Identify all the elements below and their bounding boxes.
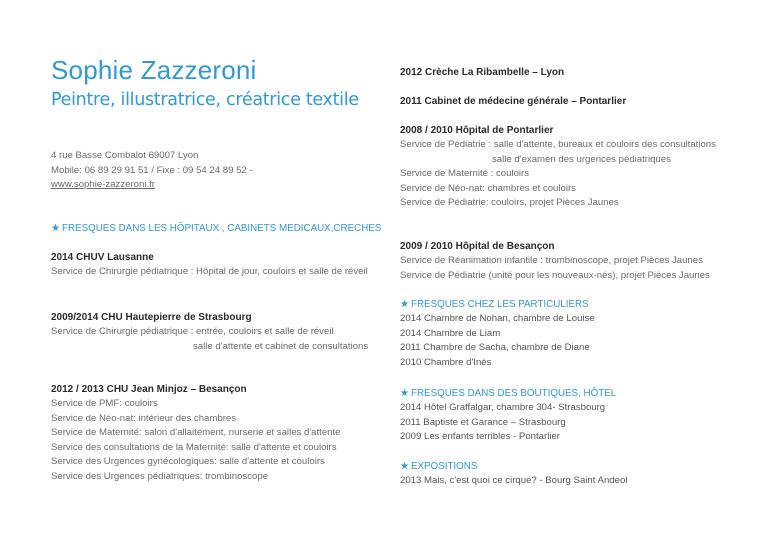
entry-besancon bbox=[400, 240, 710, 283]
website-link[interactable]: www.sophie-zazzeroni.fr bbox=[51, 179, 155, 191]
section-particuliers-title: ★ FRESQUES CHEZ LES PARTICULIERS bbox=[400, 299, 589, 310]
list-item: 2014 Chambre de Nohan, chambre de Louise bbox=[400, 313, 595, 324]
entry-title: 2014 CHUV Lausanne bbox=[51, 252, 154, 263]
contact-address: 4 rue Basse Combalot 69007 Lyon bbox=[51, 150, 199, 161]
entry-ribambelle-title: 2012 Crèche La Ribambelle – Lyon bbox=[400, 67, 565, 78]
entry-line: salle d'attente et cabinet de consultations bbox=[193, 340, 369, 352]
section-particuliers bbox=[400, 298, 595, 370]
entry-minjoz bbox=[51, 383, 341, 485]
list-item: 2013 Mais, c'est quoi ce cirque? - Bourg Saint Andeol bbox=[400, 475, 628, 486]
list-item: 2011 Baptiste et Garance – Strasbourg bbox=[400, 416, 566, 428]
entry-line: Service de PMF: couloirs bbox=[51, 398, 158, 409]
entry-line: Service de Pédiatrie: couloirs, projet Pièces Jaunes bbox=[400, 197, 619, 209]
entry-chuv bbox=[51, 251, 368, 280]
entry-line: Service de Néo-nat: intérieur des chambres bbox=[51, 412, 237, 424]
entry-line: Service de Chirurgie pédiatrique : entrée, couloirs et salle de réveil bbox=[51, 326, 334, 337]
entry-hautepierre bbox=[51, 311, 368, 354]
list-item: 2014 Chambre de Liam bbox=[400, 327, 501, 339]
entry-line: Service de Pédiatrie (unité pour les nouveaux-nés), projet Pièces Jaunes bbox=[400, 269, 710, 281]
section-hospitals-label: FRESQUES DANS LES HÔPITAUX , CABINETS MEDICAUX,CRECHES bbox=[61, 223, 382, 234]
entry-line: Service de Maternité: salon d'allaitement, nurserie et salles d'attente bbox=[51, 427, 341, 439]
entry-title: 2009/2014 CHU Hautepierre de Strasbourg bbox=[51, 312, 252, 323]
section-boutiques bbox=[400, 387, 616, 445]
page-subtitle: Peintre, illustratrice, créatrice textile bbox=[51, 90, 359, 110]
section-expositions-title: ★ EXPOSITIONS bbox=[400, 461, 478, 472]
section-boutiques-title: ★ FRESQUES DANS DES BOUTIQUES, HÔTEL bbox=[400, 388, 617, 399]
entry-line: salle d'examen des urgences pédiatriques bbox=[492, 153, 671, 165]
section-hospitals-title bbox=[51, 222, 381, 236]
page-title: Sophie Zazzeroni bbox=[51, 55, 257, 85]
list-item: 2010 Chambre d'Inès bbox=[400, 356, 492, 368]
entry-line: Service des Urgences gynécologiques: salle d'attente et couloirs bbox=[51, 456, 325, 468]
entry-pontarlier bbox=[400, 124, 716, 211]
entry-line: Service de Maternité : couloirs bbox=[400, 168, 530, 180]
list-item: 2011 Chambre de Sacha, chambre de Diane bbox=[400, 342, 590, 354]
section-expositions bbox=[400, 460, 627, 489]
entry-line: Service de Néo-nat: chambres et couloirs bbox=[400, 182, 576, 194]
entry-title: 2008 / 2010 Hôpital de Pontarlier bbox=[400, 125, 554, 136]
entry-line: Service de Chirurgie pédiatrique : Hôpital de jour, couloirs et salle de réveil bbox=[51, 266, 368, 277]
entry-line: Service de Réanimation infantile : trombinoscope, projet Pièces Jaunes bbox=[400, 255, 703, 266]
entry-line: Service de Pédiatrie : salle d'attente, bureaux et couloirs des consultations bbox=[400, 139, 716, 150]
entry-cabinet-title: 2011 Cabinet de médecine générale – Pontarlier bbox=[400, 96, 627, 107]
entry-line: Service des Urgences pédiatriques: trombinoscope bbox=[51, 470, 269, 482]
star-icon: ★ bbox=[400, 388, 409, 399]
entry-title: 2012 / 2013 CHU Jean Minjoz – Besançon bbox=[51, 384, 247, 395]
entry-line: Service des consultations de la Maternité: salle d'attente et couloirs bbox=[51, 441, 337, 453]
star-icon: ★ bbox=[400, 299, 409, 310]
entry-title: 2009 / 2010 Hôpital de Besançon bbox=[400, 241, 555, 252]
list-item: 2014 Hôtel Graffalgar, chambre 304- Strasbourg bbox=[400, 402, 606, 413]
contact-phones: Mobile: 06 89 29 91 51 / Fixe : 09 54 24 89 52 - bbox=[51, 164, 253, 176]
contact-block bbox=[51, 149, 253, 193]
list-item: 2009 Les enfants terribles - Pontarlier bbox=[400, 431, 560, 443]
star-icon: ★ bbox=[400, 461, 409, 472]
star-icon: ★ bbox=[51, 223, 60, 234]
